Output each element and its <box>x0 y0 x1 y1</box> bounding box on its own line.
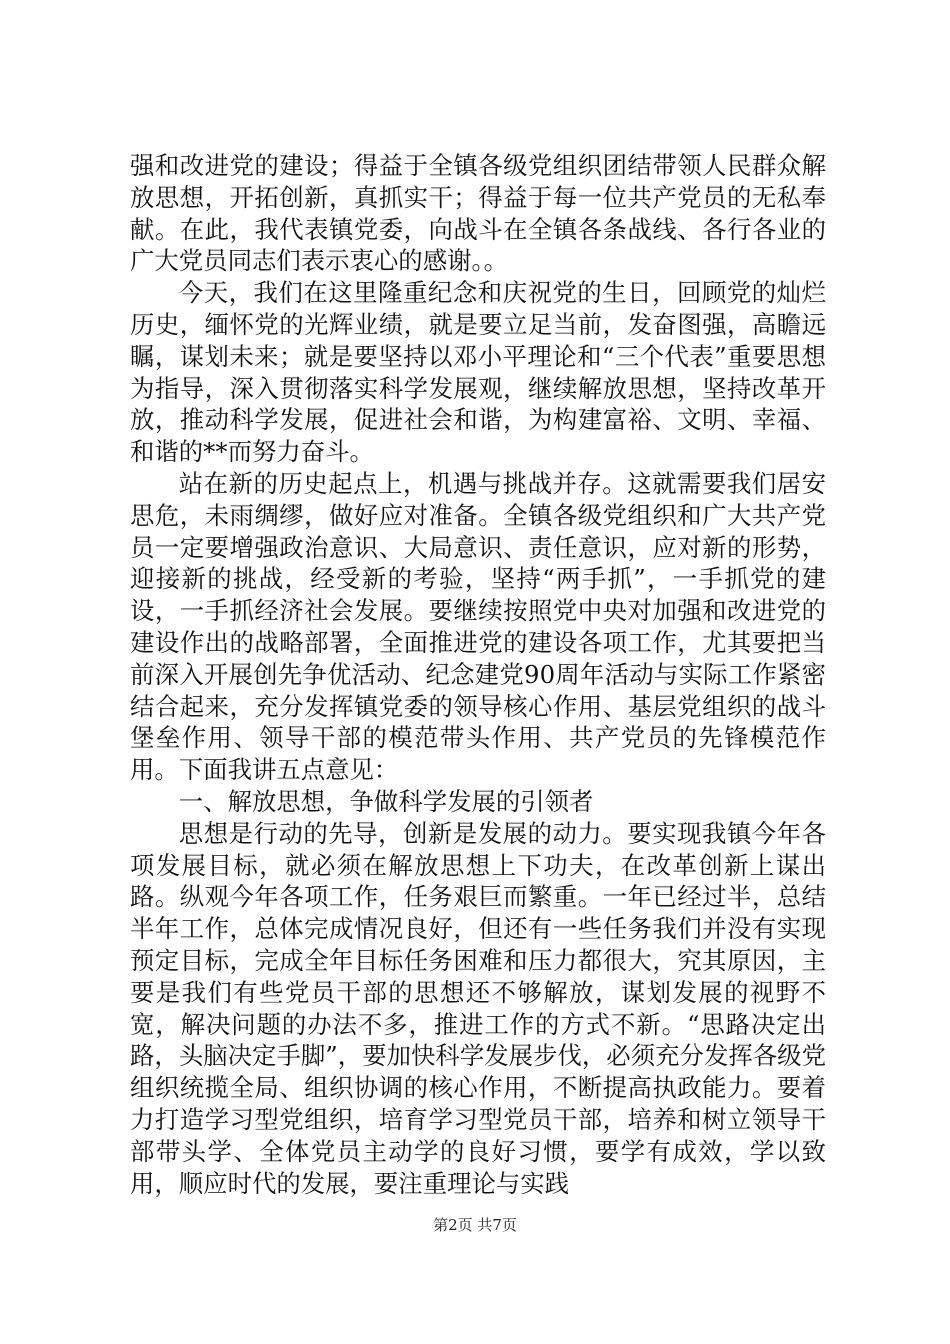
paragraph-emancipate-mind: 思想是行动的先导，创新是发展的动力。要实现我镇今年各项发展目标，就必须在解放思想上下功夫，在改革创新上谋出路。纵观今年各项工作，任务艰巨而繁重。一年已经过半，总结半年工作，总体完成情况良好，但还有一些任务我们并没有实现预定目标，完成全年目标任务困难和压力都很大，究其原因，主要是我们有些党员干部的思想还不够解放，谋划发展的视野不宽，解决问题的办法不多，推进工作的方式不新。“思路决定出路，头脑决定手脚”，要加快科学发展步伐，必须充分发挥各级党组织统揽全局、组织协调的核心作用，不断提高执政能力。要着力打造学习型党组织，培育学习型党员干部，培养和树立领导干部带头学、全体党员主动学的良好习惯，要学有成效，学以致用，顺应时代的发展，要注重理论与实践 <box>130 818 826 1198</box>
paragraph-continuation: 强和改进党的建设；得益于全镇各级党组织团结带领人民群众解放思想，开拓创新，真抓实干；得益于每一位共产党员的无私奉献。在此，我代表镇党委，向战斗在全镇各条战线、各行各业的广大党员同志们表示衷心的感谢。。 <box>130 151 826 276</box>
section-heading-1: 一、解放思想，争做科学发展的引领者 <box>178 786 594 816</box>
page-footer: 第2页 共7页 <box>433 1216 517 1234</box>
document-body <box>130 150 826 1199</box>
paragraph-new-starting-point: 站在新的历史起点上，机遇与挑战并存。这就需要我们居安思危，未雨绸缪，做好应对准备。全镇各级党组织和广大共产党员一定要增强政治意识、大局意识、责任意识，应对新的形势，迎接新的挑战，经受新的考验，坚持“两手抓”，一手抓党的建设，一手抓经济社会发展。要继续按照党中央对加强和改进党的建设作出的战略部署，全面推进党的建设各项工作，尤其要把当前深入开展创先争优活动、纪念建党90周年活动与实际工作紧密结合起来，充分发挥镇党委的领导核心作用、基层党组织的战斗堡垒作用、领导干部的模范带头作用、共产党员的先锋模范作用。下面我讲五点意见： <box>130 468 826 785</box>
paragraph-commemoration: 今天，我们在这里隆重纪念和庆祝党的生日，回顾党的灿烂历史，缅怀党的光辉业绩，就是要立足当前，发奋图强，高瞻远瞩，谋划未来；就是要坚持以邓小平理论和“三个代表”重要思想为指导，深入贯彻落实科学发展观，继续解放思想，坚持改革开放，推动科学发展，促进社会和谐，为构建富裕、文明、幸福、和谐的**而努力奋斗。 <box>130 278 826 467</box>
